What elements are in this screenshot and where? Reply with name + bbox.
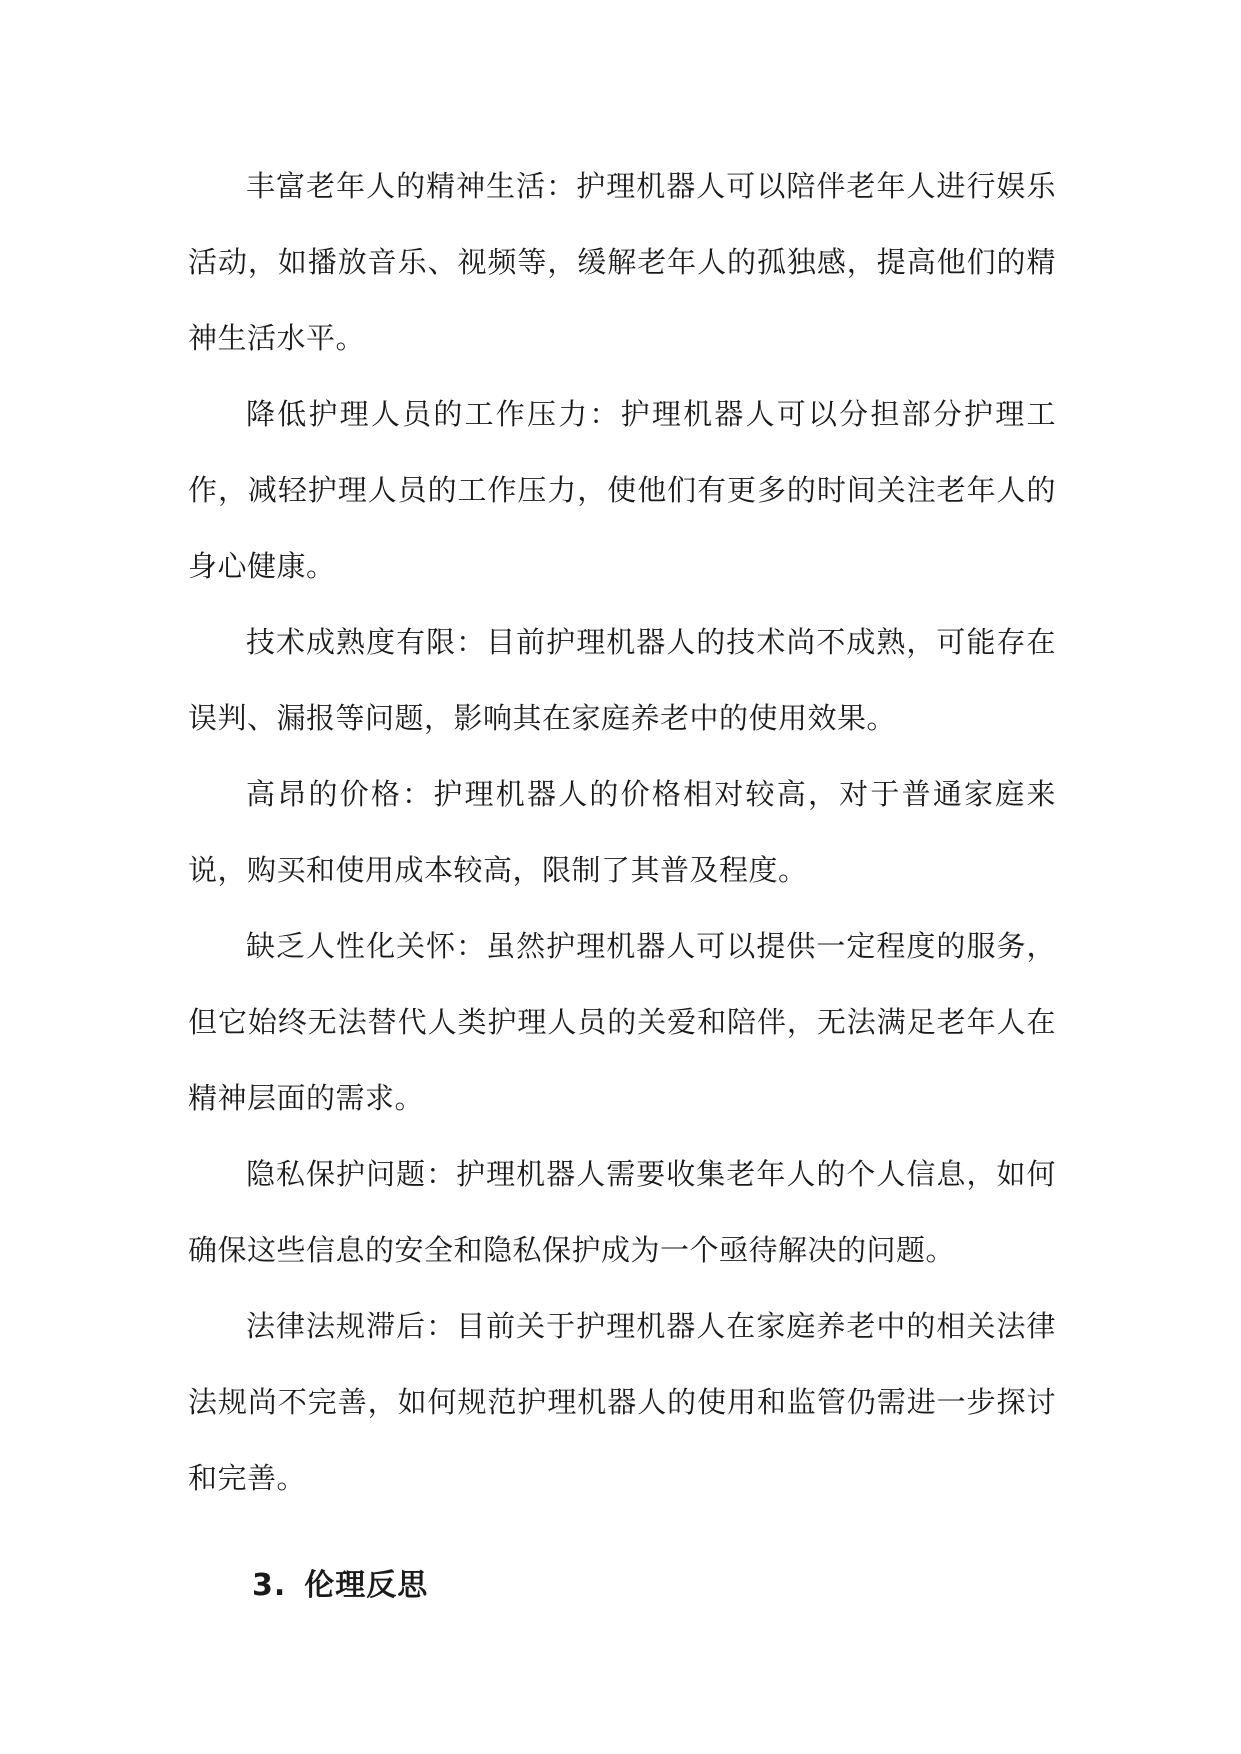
paragraph-laws-regulations: 法律法规滞后：目前关于护理机器人在家庭养老中的相关法律法规尚不完善，如何规范护理机器人的使用和监管仍需进一步探讨和完善。	[188, 1309, 1056, 1495]
paragraph-technology-maturity: 技术成熟度有限：目前护理机器人的技术尚不成熟，可能存在误判、漏报等问题，影响其在家庭养老中的使用效果。	[188, 625, 1056, 735]
paragraph-spiritual-life: 丰富老年人的精神生活：护理机器人可以陪伴老年人进行娱乐活动，如播放音乐、视频等，缓解老年人的孤独感，提高他们的精神生活水平。	[188, 169, 1056, 355]
section-heading	[252, 1556, 428, 1616]
paragraph-high-price: 高昂的价格：护理机器人的价格相对较高，对于普通家庭来说，购买和使用成本较高，限制了其普及程度。	[188, 777, 1056, 887]
body-text	[188, 148, 1056, 1516]
section-title: 伦理反思	[304, 1568, 429, 1603]
paragraph-caregiver-pressure: 降低护理人员的工作压力：护理机器人可以分担部分护理工作，减轻护理人员的工作压力，使他们有更多的时间关注老年人的身心健康。	[188, 397, 1056, 583]
paragraph-privacy-protection: 隐私保护问题：护理机器人需要收集老年人的个人信息，如何确保这些信息的安全和隐私保护成为一个亟待解决的问题。	[188, 1157, 1056, 1267]
section-number: 3.	[252, 1568, 287, 1603]
paragraph-humanized-care: 缺乏人性化关怀：虽然护理机器人可以提供一定程度的服务，但它始终无法替代人类护理人员的关爱和陪伴，无法满足老年人在精神层面的需求。	[188, 929, 1056, 1115]
